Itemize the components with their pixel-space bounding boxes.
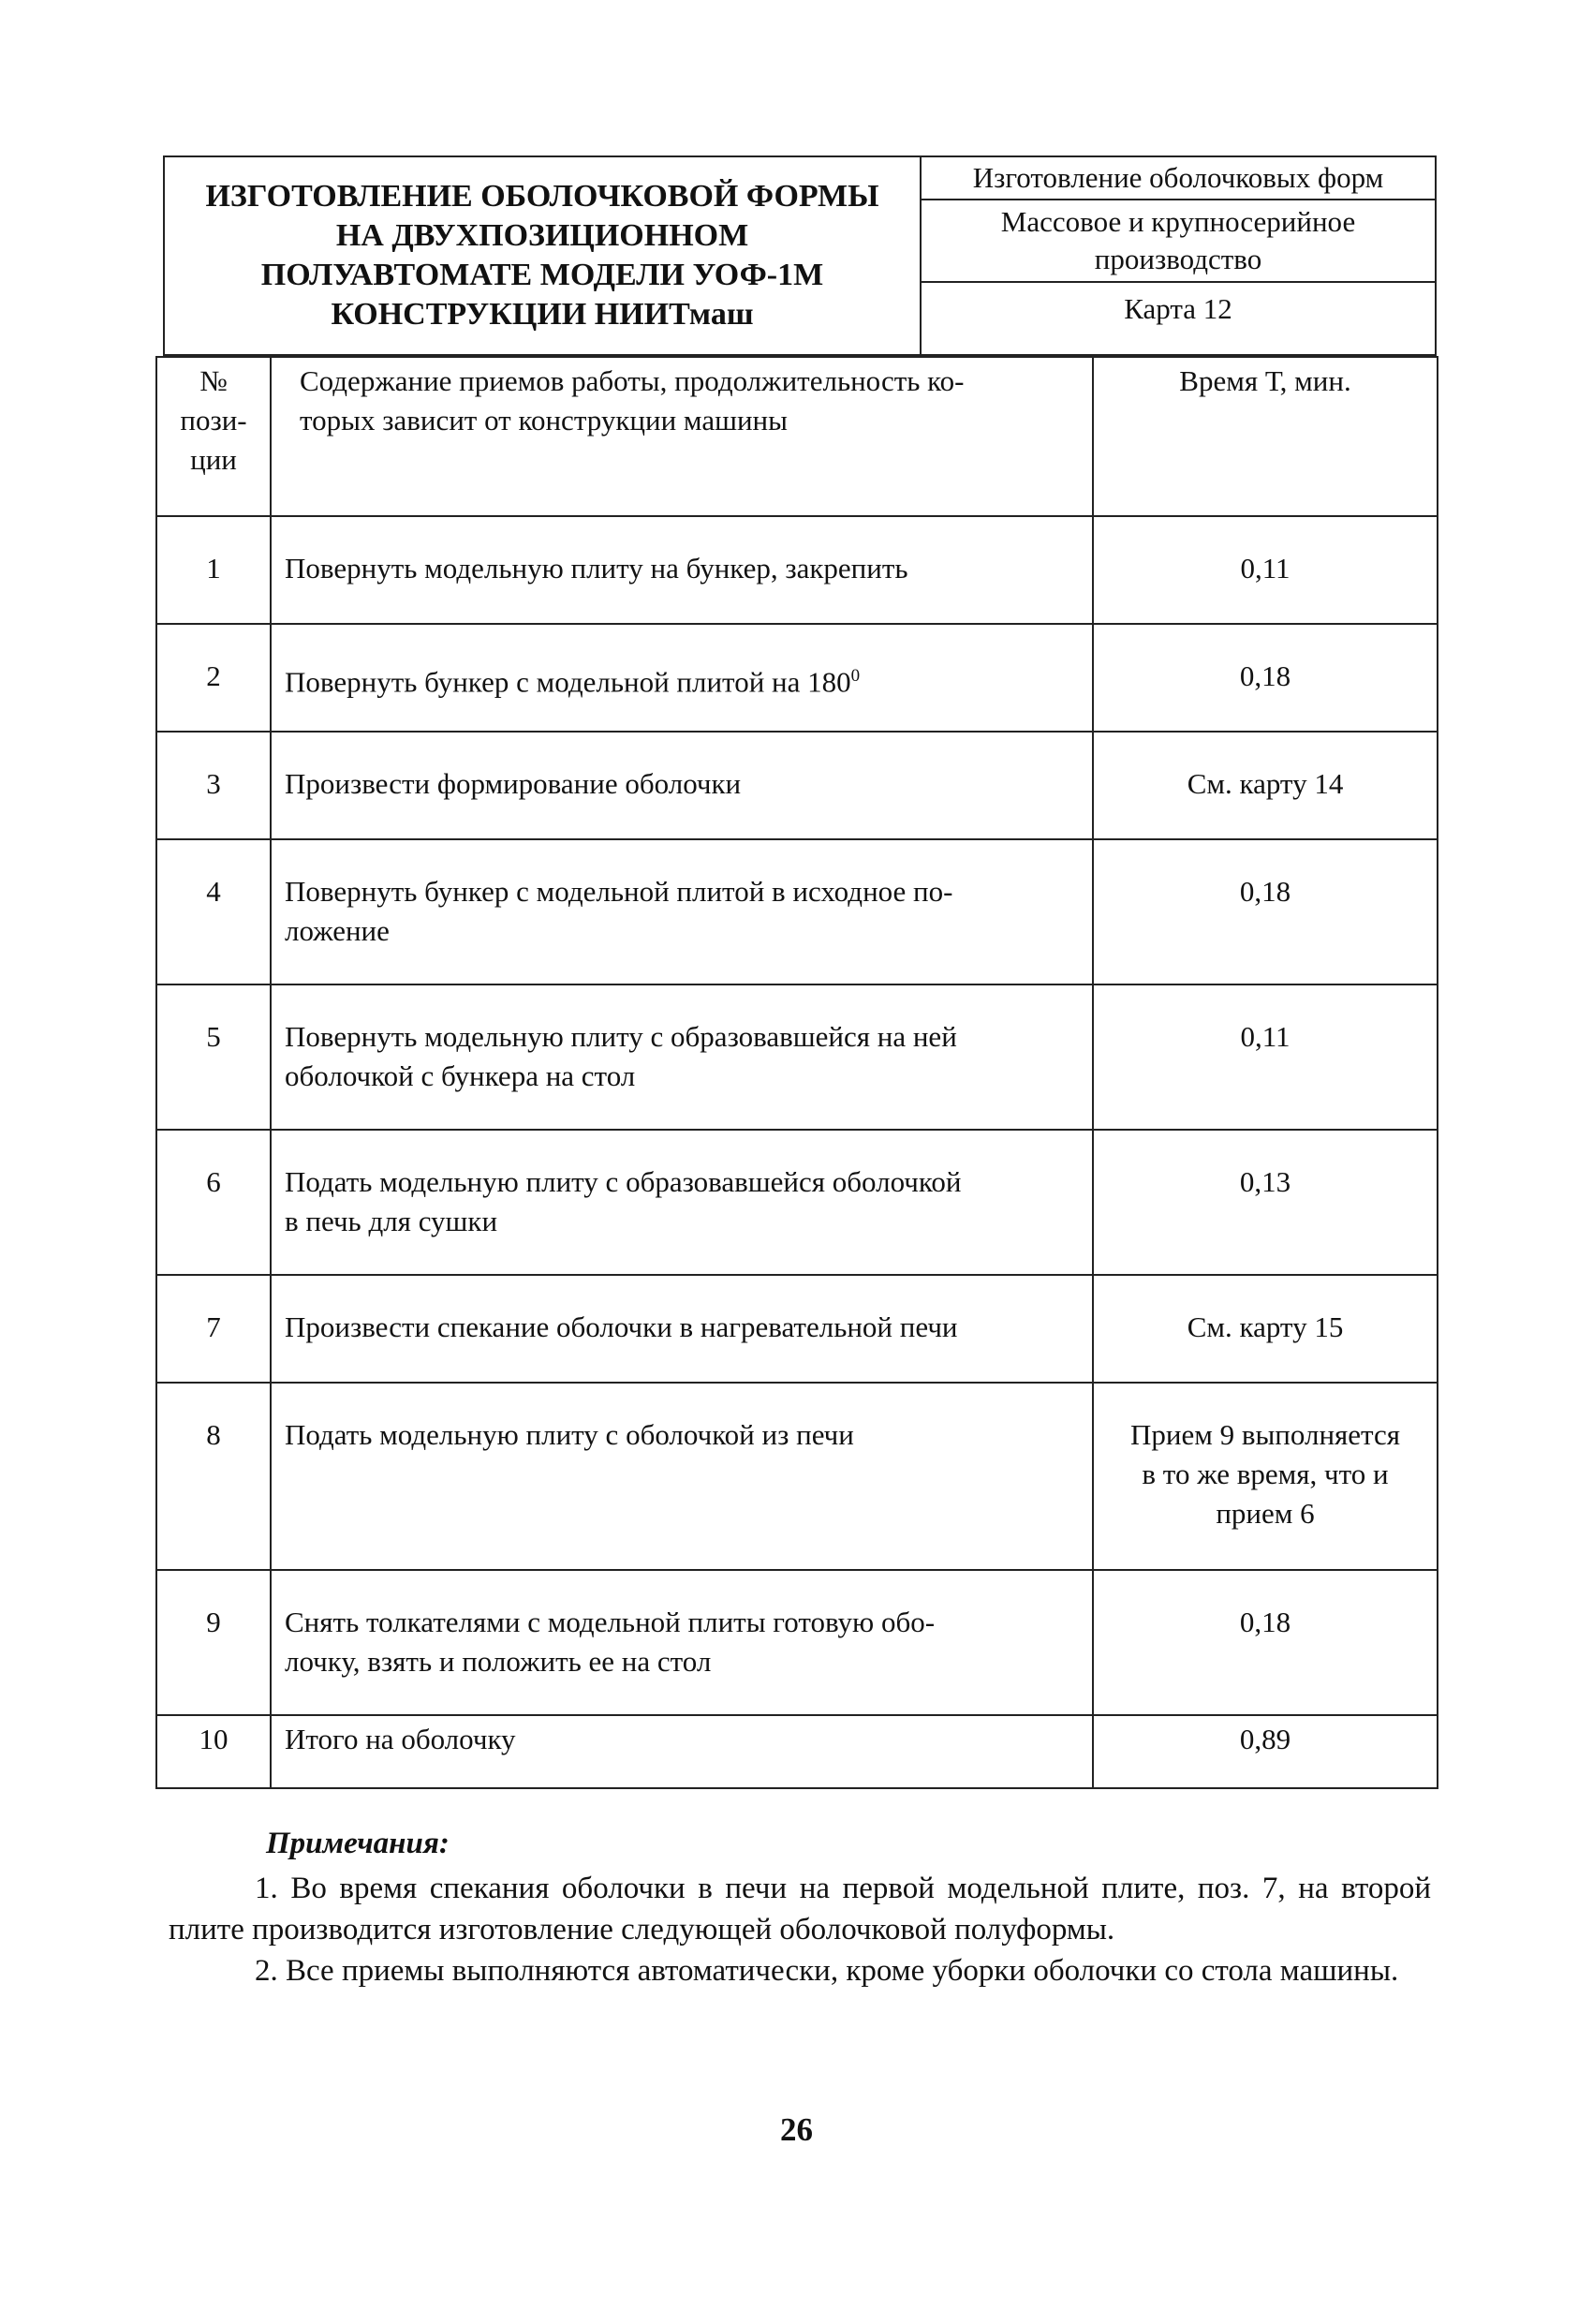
- content-cell: Снять толкателями с модельной плиты готовую обо- лочку, взять и положить ее на стол: [271, 1570, 1093, 1715]
- time-cell: 0,11: [1093, 984, 1438, 1130]
- time-cell: 0,18: [1093, 1570, 1438, 1715]
- position-cell: 3: [156, 732, 271, 839]
- content-cell: Повернуть бункер с модельной плитой на $180^0$: [271, 624, 1093, 732]
- title-line: КОНСТРУКЦИИ НИИТмаш: [331, 297, 754, 332]
- position-cell: 1: [156, 516, 271, 624]
- production-line: производство: [1094, 243, 1262, 275]
- content-cell: Подать модельную плиту с образовавшейся оболочкой в печь для сушки: [271, 1130, 1093, 1275]
- page-number: 26: [780, 2111, 813, 2148]
- column-header-time: Время Т, мин.: [1093, 357, 1438, 516]
- table-row: [156, 516, 1438, 624]
- table-row: [156, 1275, 1438, 1383]
- position-cell: 9: [156, 1570, 271, 1715]
- time-cell: 0,18: [1093, 839, 1438, 984]
- production-line: Массовое и крупносерийное: [1000, 205, 1356, 238]
- document-title: [165, 157, 922, 354]
- content-cell: Повернуть бункер с модельной плитой в исходное по- ложение: [271, 839, 1093, 984]
- position-cell: 2: [156, 624, 271, 732]
- time-cell: 0,11: [1093, 516, 1438, 624]
- position-cell: 4: [156, 839, 271, 984]
- title-line: ПОЛУАВТОМАТЕ МОДЕЛИ УОФ-1М: [260, 258, 824, 292]
- content-cell: Произвести формирование оболочки: [271, 732, 1093, 839]
- time-cell: 0,13: [1093, 1130, 1438, 1275]
- table-row: [156, 839, 1438, 984]
- notes-section: [169, 1823, 1431, 1991]
- operations-table: [155, 356, 1438, 1789]
- header-block: [163, 155, 1437, 356]
- time-cell: 0,89: [1093, 1715, 1438, 1788]
- column-header-position: № пози- ции: [156, 357, 271, 516]
- time-cell: 0,18: [1093, 624, 1438, 732]
- position-cell: 6: [156, 1130, 271, 1275]
- category-cell: Изготовление оболочковых форм: [922, 157, 1435, 200]
- header-info: [922, 157, 1435, 354]
- content-cell: Повернуть модельную плиту на бункер, закрепить: [271, 516, 1093, 624]
- title-line: НА ДВУХПОЗИЦИОННОМ: [335, 218, 749, 253]
- note-item: 2. Все приемы выполняются автоматически, кроме уборки оболочки со стола машины.: [255, 1954, 1399, 1988]
- position-cell: 10: [156, 1715, 271, 1788]
- degree-superscript: 0: [850, 666, 861, 686]
- card-number: Карта 12: [1124, 292, 1232, 325]
- table-row: [156, 1130, 1438, 1275]
- table-header-row: [156, 357, 1438, 516]
- column-header-content: Содержание приемов работы, продолжительность ко- торых зависит от конструкции машины: [271, 357, 1093, 516]
- table-row: [156, 732, 1438, 839]
- total-row: [156, 1715, 1438, 1788]
- table-row: [156, 624, 1438, 732]
- notes-title: Примечания:: [266, 1827, 450, 1860]
- production-cell: [922, 200, 1435, 283]
- table-row: [156, 1570, 1438, 1715]
- position-cell: 5: [156, 984, 271, 1130]
- content-cell: Повернуть модельную плиту с образовавшейся на ней оболочкой с бункера на стол: [271, 984, 1093, 1130]
- content-cell: Подать модельную плиту с оболочкой из печи: [271, 1383, 1093, 1570]
- time-cell: См. карту 14: [1093, 732, 1438, 839]
- position-cell: 7: [156, 1275, 271, 1383]
- title-line: ИЗГОТОВЛЕНИЕ ОБОЛОЧКОВОЙ ФОРМЫ: [205, 179, 879, 214]
- table-row: [156, 984, 1438, 1130]
- note-item: 1. Во время спекания оболочки в печи на первой модельной плите, поз. 7, на второй плите производится изготовление следующей оболочковой полуформы.: [169, 1872, 1431, 1947]
- content-cell: Произвести спекание оболочки в нагревательной печи: [271, 1275, 1093, 1383]
- table-row: [156, 1383, 1438, 1570]
- time-cell: См. карту 15: [1093, 1275, 1438, 1383]
- content-cell: Итого на оболочку: [271, 1715, 1093, 1788]
- time-cell: Прием 9 выполняется в то же время, что и прием 6: [1093, 1383, 1438, 1570]
- position-cell: 8: [156, 1383, 271, 1570]
